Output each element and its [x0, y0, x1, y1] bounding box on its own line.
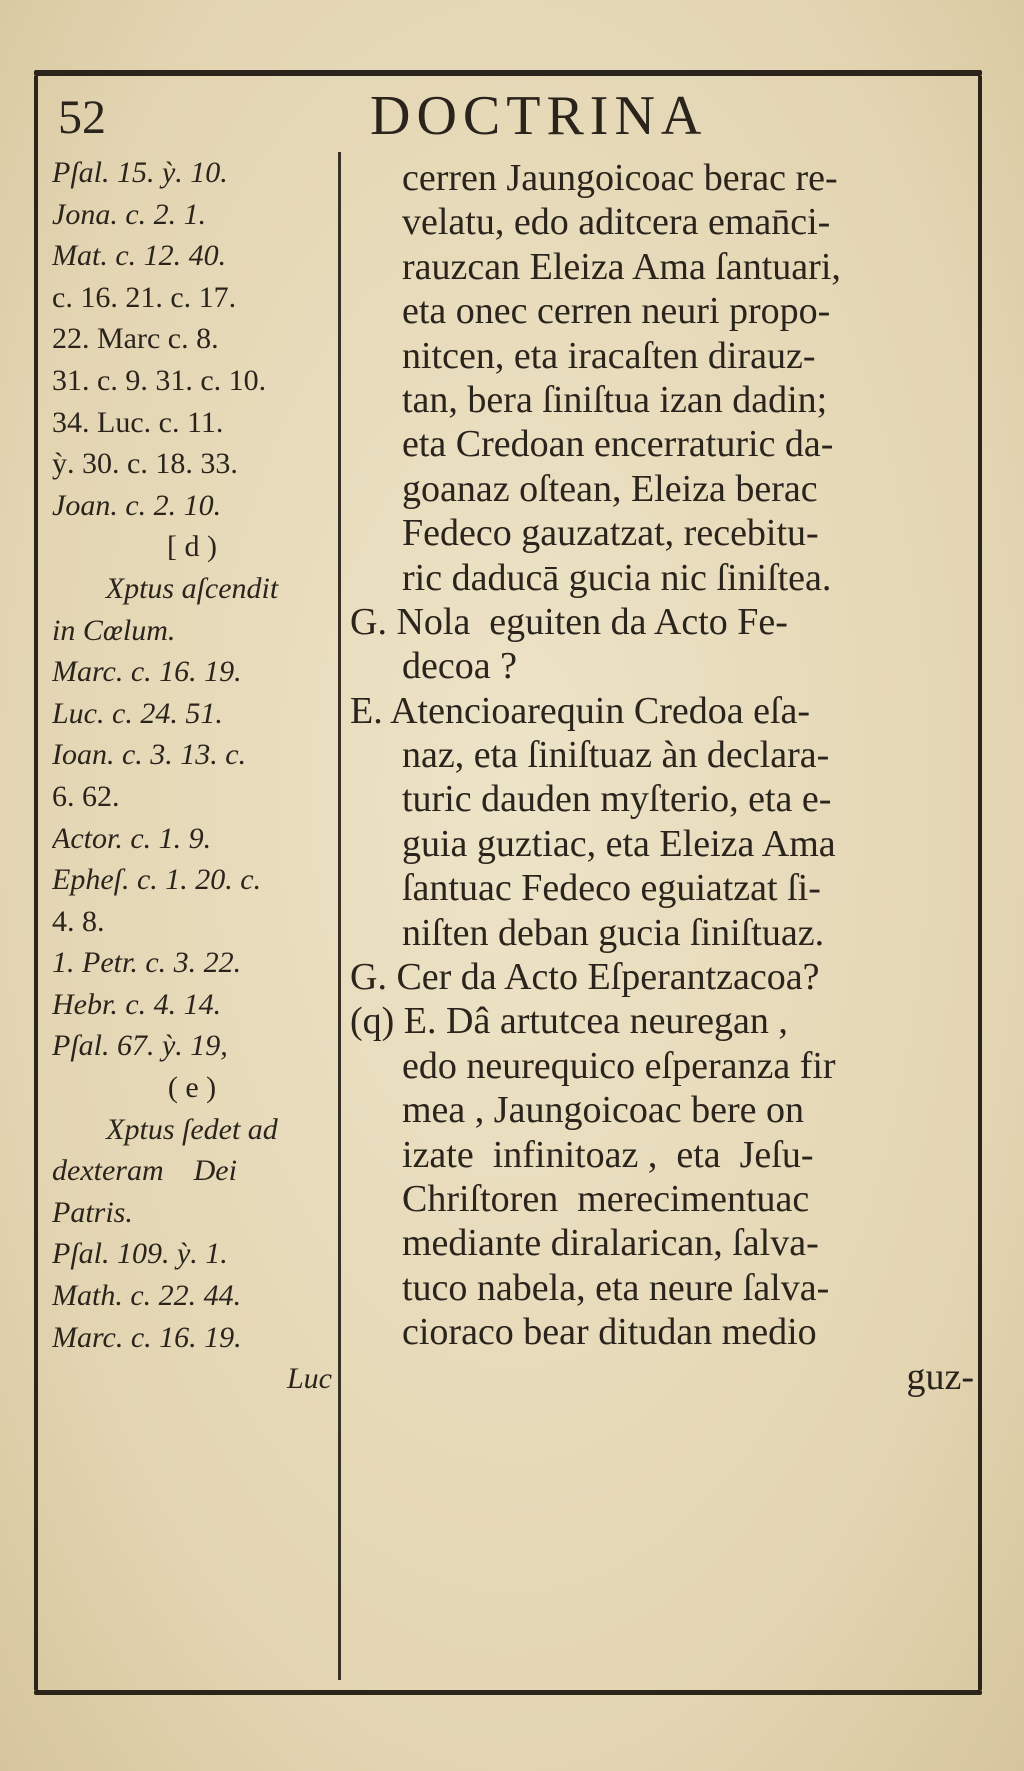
- running-head: DOCTRINA: [370, 85, 708, 147]
- margin-note: Pſal. 15. ỳ. 10.: [52, 156, 228, 189]
- margin-note: dexteram Dei: [52, 1154, 237, 1188]
- margin-note: Hebr. c. 4. 14.: [52, 987, 222, 1021]
- left-frame-rule: [34, 76, 38, 1690]
- column-divider: [338, 152, 341, 1680]
- text-line: ſantuac Fedeco eguiatzat ſi-: [402, 867, 821, 910]
- margin-note: 22. Marc c. 8.: [52, 322, 219, 356]
- margin-note: Xptus aſcendit: [105, 571, 279, 605]
- text-line: ric daducā gucia nic ſiniſtea.: [402, 556, 832, 599]
- margin-note: Patris.: [52, 1195, 133, 1229]
- margin-note: Pſal. 67. ỳ. 19,: [52, 1029, 228, 1063]
- text-line: velatu, edo aditcera eman̄ci-: [402, 201, 831, 244]
- text-line: naz, eta ſiniſtuaz àn declara-: [402, 734, 830, 777]
- margin-note: Jona. c. 2. 1.: [52, 197, 207, 231]
- margin-note: ỳ. 30. c. 18. 33.: [52, 447, 238, 481]
- margin-note: Pſal. 109. ỳ. 1.: [52, 1237, 228, 1271]
- top-rule: [34, 70, 982, 76]
- text-line: tuco nabela, eta neure ſalva-: [402, 1266, 830, 1309]
- margin-note: Epheſ. c. 1. 20. c.: [52, 863, 262, 897]
- margin-note: Luc: [287, 1362, 332, 1396]
- text-line: edo neurequico eſperanza fir: [402, 1044, 836, 1087]
- margin-note: 1. Petr. c. 3. 22.: [52, 946, 242, 980]
- text-line: mediante diralarican, ſalva-: [402, 1222, 819, 1265]
- text-line: nitcen, eta iracaſten dirauz-: [402, 334, 816, 377]
- text-line: mea , Jaungoicoac bere on: [402, 1089, 804, 1132]
- margin-note: in Cœlum.: [52, 613, 176, 647]
- margin-note: Joan. c. 2. 10.: [52, 488, 222, 522]
- margin-note: Luc. c. 24. 51.: [52, 696, 223, 730]
- text-line: (q) E. Dâ artutcea neuregan ,: [350, 1000, 788, 1043]
- text-line: Fedeco gauzatzat, recebitu-: [402, 512, 819, 555]
- text-line: guia guztiac, eta Eleiza Ama: [402, 822, 836, 865]
- margin-note: Xptus ſedet ad: [106, 1112, 278, 1146]
- main-text-column: [350, 156, 974, 1399]
- text-line: izate infinitoaz , eta Jeſu-: [402, 1133, 814, 1176]
- text-line: eta onec cerren neuri propo-: [402, 290, 831, 333]
- margin-note: Marc. c. 16. 19.: [52, 655, 242, 689]
- margin-note: ( e ): [167, 1071, 217, 1105]
- bottom-rule: [34, 1690, 982, 1695]
- text-line: cioraco bear ditudan medio: [402, 1311, 817, 1354]
- page-number: 52: [58, 91, 106, 144]
- text-line: rauzcan Eleiza Ama ſantuari,: [402, 245, 841, 288]
- text-line: G. Cer da Acto Eſperantzacoa?: [350, 956, 820, 999]
- margin-note: Math. c. 22. 44.: [52, 1279, 242, 1313]
- text-line: eta Credoan encerraturic da-: [402, 423, 834, 466]
- margin-note: Marc. c. 16. 19.: [52, 1320, 242, 1354]
- text-line: tan, bera ſiniſtua izan dadin;: [402, 378, 828, 421]
- text-line: cerren Jaungoicoac berac re-: [402, 157, 838, 199]
- margin-note: 6. 62.: [52, 779, 120, 813]
- margin-note: 34. Luc. c. 11.: [52, 405, 224, 439]
- text-line: decoa ?: [402, 645, 517, 688]
- margin-note: Actor. c. 1. 9.: [52, 821, 212, 855]
- margin-note: Mat. c. 12. 40.: [52, 239, 227, 273]
- margin-note: [ d ): [167, 530, 217, 564]
- text-line: G. Nola eguiten da Acto Fe-: [350, 600, 788, 643]
- margin-notes-column: [52, 152, 332, 1400]
- text-line: E. Atencioarequin Credoa eſa-: [350, 689, 811, 732]
- text-line: goanaz oſtean, Eleiza berac: [402, 467, 818, 510]
- text-line: guz-: [906, 1355, 974, 1398]
- right-frame-rule: [978, 76, 982, 1690]
- text-line: Chriſtoren merecimentuac: [402, 1177, 810, 1220]
- margin-note: 31. c. 9. 31. c. 10.: [52, 363, 267, 397]
- margin-note: Ioan. c. 3. 13. c.: [52, 738, 247, 772]
- text-line: turic dauden myſterio, eta e-: [402, 778, 832, 821]
- margin-note: 4. 8.: [52, 904, 105, 938]
- text-line: niſten deban gucia ſiniſtuaz.: [402, 911, 825, 954]
- margin-note: c. 16. 21. c. 17.: [52, 280, 237, 314]
